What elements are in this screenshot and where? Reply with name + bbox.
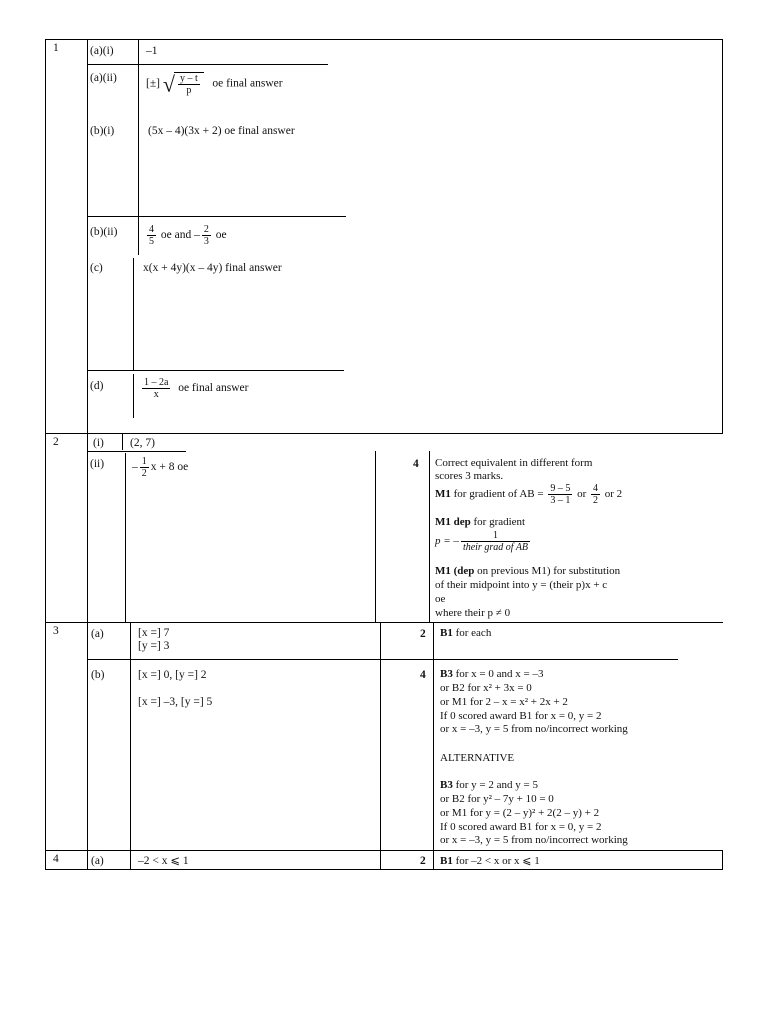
q3-b-guid2-1: or B2 for y² – 7y + 10 = 0 [440, 793, 554, 805]
frame-right-q1 [722, 39, 723, 434]
q1-a-ii-num: y – t [179, 73, 198, 84]
q2-m1-num1: 9 – 5 [550, 483, 571, 494]
q1-answer-divider-3 [133, 374, 134, 418]
q4-a-marks: 2 [420, 855, 426, 867]
q3-row-line [88, 659, 678, 660]
q3-b-ans1: [x =] 0, [y =] 2 [138, 669, 207, 681]
q1-d-num: 1 – 2a [144, 377, 169, 388]
q1-d-den: x [153, 389, 159, 400]
q2-row-line [88, 451, 186, 452]
q3-b-guid-2: or M1 for 2 – x = x² + 2x + 2 [440, 696, 568, 708]
q3-b-guid-0 [440, 668, 543, 681]
q2-m1-num2: 4 [592, 483, 598, 494]
q3-b-guid2-0 [440, 779, 538, 792]
q2-m1dep-bold: M1 dep [435, 516, 471, 528]
q1-b-ii-den2: 3 [203, 236, 209, 247]
q1-row-line-3 [88, 370, 344, 371]
q2-ii-suffix: x + 8 oe [150, 461, 189, 474]
q2-m1-den2: 2 [592, 495, 598, 506]
sqrt-icon: √ [162, 71, 175, 97]
q2-p-lhs: p = – [435, 535, 459, 548]
q2-m1dep2-bold: M1 (dep [435, 565, 475, 577]
frame-bottom [45, 869, 723, 870]
q2-marks-divider [375, 451, 376, 623]
q3-a-marks: 2 [420, 628, 426, 640]
q1-c-answer: x(x + 4y)(x – 4y) final answer [143, 262, 282, 274]
q3-b-guid-0-text: for x = 0 and x = –3 [452, 668, 544, 680]
q4-top-line [45, 850, 723, 851]
q1-answer-divider-1 [138, 39, 139, 255]
qnum-divider [87, 39, 88, 869]
q2-i-part: (i) [93, 437, 104, 449]
q2-guid-sub: of their midpoint into y = (their p)x + c [435, 579, 608, 591]
q3-b-guid2-4: or x = –3, y = 5 from no/incorrect working [440, 834, 628, 846]
q2-m1dep2-text: on previous M1) for substitution [474, 565, 621, 577]
q3-a-b1: B1 [440, 627, 453, 639]
q1-row-line-2 [88, 216, 346, 217]
q1-a-ii-part: (a)(ii) [90, 72, 117, 84]
q2-i-divider [122, 433, 123, 450]
q1-d-part: (d) [90, 380, 104, 392]
q1-b-ii-suffix: oe [215, 229, 227, 242]
q2-ii-answer [132, 456, 188, 479]
q2-ii-divider [125, 453, 126, 623]
q3-a-x: [x =] 7 [138, 627, 170, 639]
q1-b-ii-num1: 4 [149, 224, 154, 235]
q2-m1-bold: M1 [435, 488, 451, 501]
q1-d-suffix: oe final answer [178, 382, 249, 395]
q2-ii-num: 1 [141, 456, 147, 467]
q2-guid-m1dep2 [435, 565, 620, 578]
q2-m1-or1: or [574, 488, 589, 501]
q2-m1-den1: 3 – 1 [550, 495, 571, 506]
q1-b-i-answer: (5x – 4)(3x + 2) oe final answer [148, 125, 295, 137]
q2-guid-line2: scores 3 marks. [435, 470, 504, 482]
q2-p-den: their grad of AB [462, 542, 529, 553]
frame-right-q4 [722, 850, 723, 869]
q2-ii-den: 2 [141, 468, 147, 479]
q1-b-ii-mid: oe and – [160, 229, 200, 242]
q2-ii-marks: 4 [413, 458, 419, 470]
q3-b-guid-1: or B2 for x² + 3x = 0 [440, 682, 532, 694]
q3-a-guid: for each [452, 627, 492, 639]
frame-left [45, 39, 46, 869]
q1-row-line-1 [88, 64, 328, 65]
q3-b-guid-3: If 0 scored award B1 for x = 0, y = 2 [440, 710, 602, 722]
q4-a-answer: –2 < x ⩽ 1 [138, 855, 189, 867]
q3-b-part: (b) [91, 669, 105, 681]
q3-b-guid2-2: or M1 for y = (2 – y)² + 2(2 – y) + 2 [440, 807, 600, 819]
q3-a-y: [y =] 3 [138, 640, 170, 652]
q2-top-line [45, 433, 723, 434]
q1-number: 1 [53, 42, 59, 54]
q1-d-answer [140, 377, 248, 400]
q2-guid-m1dep [435, 516, 525, 529]
q4-a-b1: B1 [440, 855, 453, 867]
q3-top-line [45, 622, 723, 623]
q3-b-guid2-0-bold: B3 [440, 779, 453, 791]
q1-a-i-answer: –1 [146, 45, 158, 57]
q1-answer-divider-2 [133, 258, 134, 370]
q3-alternative-label: ALTERNATIVE [440, 752, 515, 764]
q1-b-ii-num2: 2 [203, 224, 209, 235]
q4-a-part: (a) [91, 855, 104, 867]
q2-i-answer: (2, 7) [130, 437, 155, 449]
q2-guid-m1 [435, 483, 622, 506]
q1-b-ii-den1: 5 [149, 236, 154, 247]
q3-a-part: (a) [91, 628, 104, 640]
q2-p-num: 1 [461, 530, 530, 542]
q1-c-part: (c) [90, 262, 103, 274]
q3-b-guid-0-bold: B3 [440, 668, 453, 680]
q3-number: 3 [53, 625, 59, 637]
q2-guid-p [435, 530, 532, 553]
q2-guid-oe: oe [435, 593, 446, 605]
q3-b-guid2-0-text: for y = 2 and y = 5 [452, 779, 538, 791]
q1-a-i-part: (a)(i) [90, 45, 114, 57]
q1-b-ii-answer [145, 224, 227, 247]
q3-a-guidance [440, 627, 491, 640]
frame-top [45, 39, 723, 40]
q1-b-ii-part: (b)(ii) [90, 226, 118, 238]
q2-ii-part: (ii) [90, 458, 105, 470]
q3-b-guid-4: or x = –3, y = 5 from no/incorrect working [440, 723, 628, 735]
q2-guidance-divider [429, 451, 430, 623]
q4-number: 4 [53, 853, 59, 865]
q2-guid-line1: Correct equivalent in different form [435, 457, 593, 469]
q2-m1-text: for gradient of AB = [450, 488, 547, 501]
q4-a-guidance [440, 855, 540, 868]
q1-a-ii-prefix: [±] [146, 77, 160, 90]
q1-a-ii-suffix: oe final answer [212, 77, 283, 90]
q1-a-ii-answer [146, 72, 283, 96]
q3-b-ans2: [x =] –3, [y =] 5 [138, 696, 213, 708]
q2-number: 2 [53, 436, 59, 448]
q1-b-i-part: (b)(i) [90, 125, 115, 137]
q4-a-guid: for –2 < x or x ⩽ 1 [452, 855, 540, 867]
q3-b-marks: 4 [420, 669, 426, 681]
q2-guid-where: where their p ≠ 0 [435, 607, 511, 619]
q3-b-guid2-3: If 0 scored award B1 for x = 0, y = 2 [440, 821, 602, 833]
q2-m1dep-text: for gradient [470, 516, 526, 528]
q2-m1-or2: or 2 [601, 488, 623, 501]
q1-a-ii-den: p [186, 85, 192, 96]
q2-ii-prefix: – [132, 461, 138, 474]
